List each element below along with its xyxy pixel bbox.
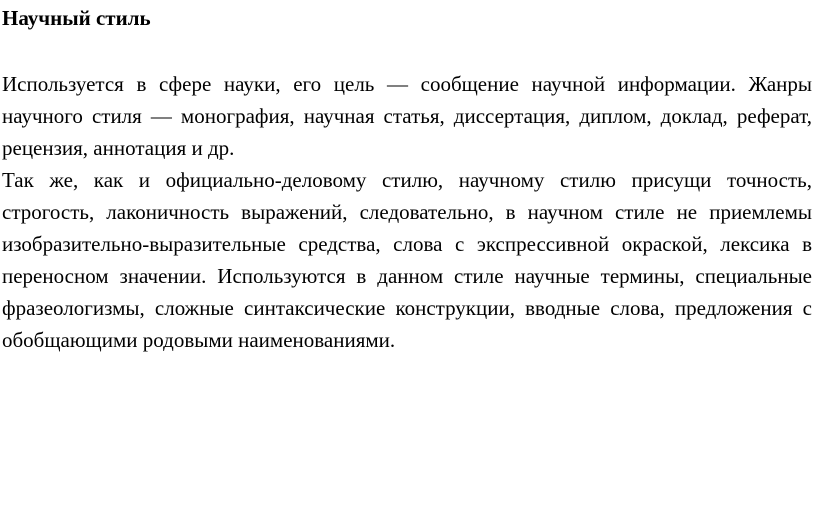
paragraph-features: Так же, как и официально-деловому стилю, научному стилю присущи точность, строгость, лаконичность выражений, следовательно, в научном стиле не приемлемы изобразительно-выразительные средства, слова с экспрессивной окраской, лексика в переносном значении. Используются в данном стиле научные термины, специальные фразеологизмы, сложные синтаксические конструкции, вводные слова, предложения с обобщающими родовыми наименованиями. xyxy=(2,168,812,352)
paragraph-scope: Используется в сфере науки, его цель — сообщение научной информации. Жанры научного стиля — монография, научная статья, диссертация, диплом, доклад, реферат, рецензия, аннотация и др. xyxy=(2,72,812,160)
document-title: Научный стиль xyxy=(2,6,151,30)
title-spacer xyxy=(2,30,812,68)
